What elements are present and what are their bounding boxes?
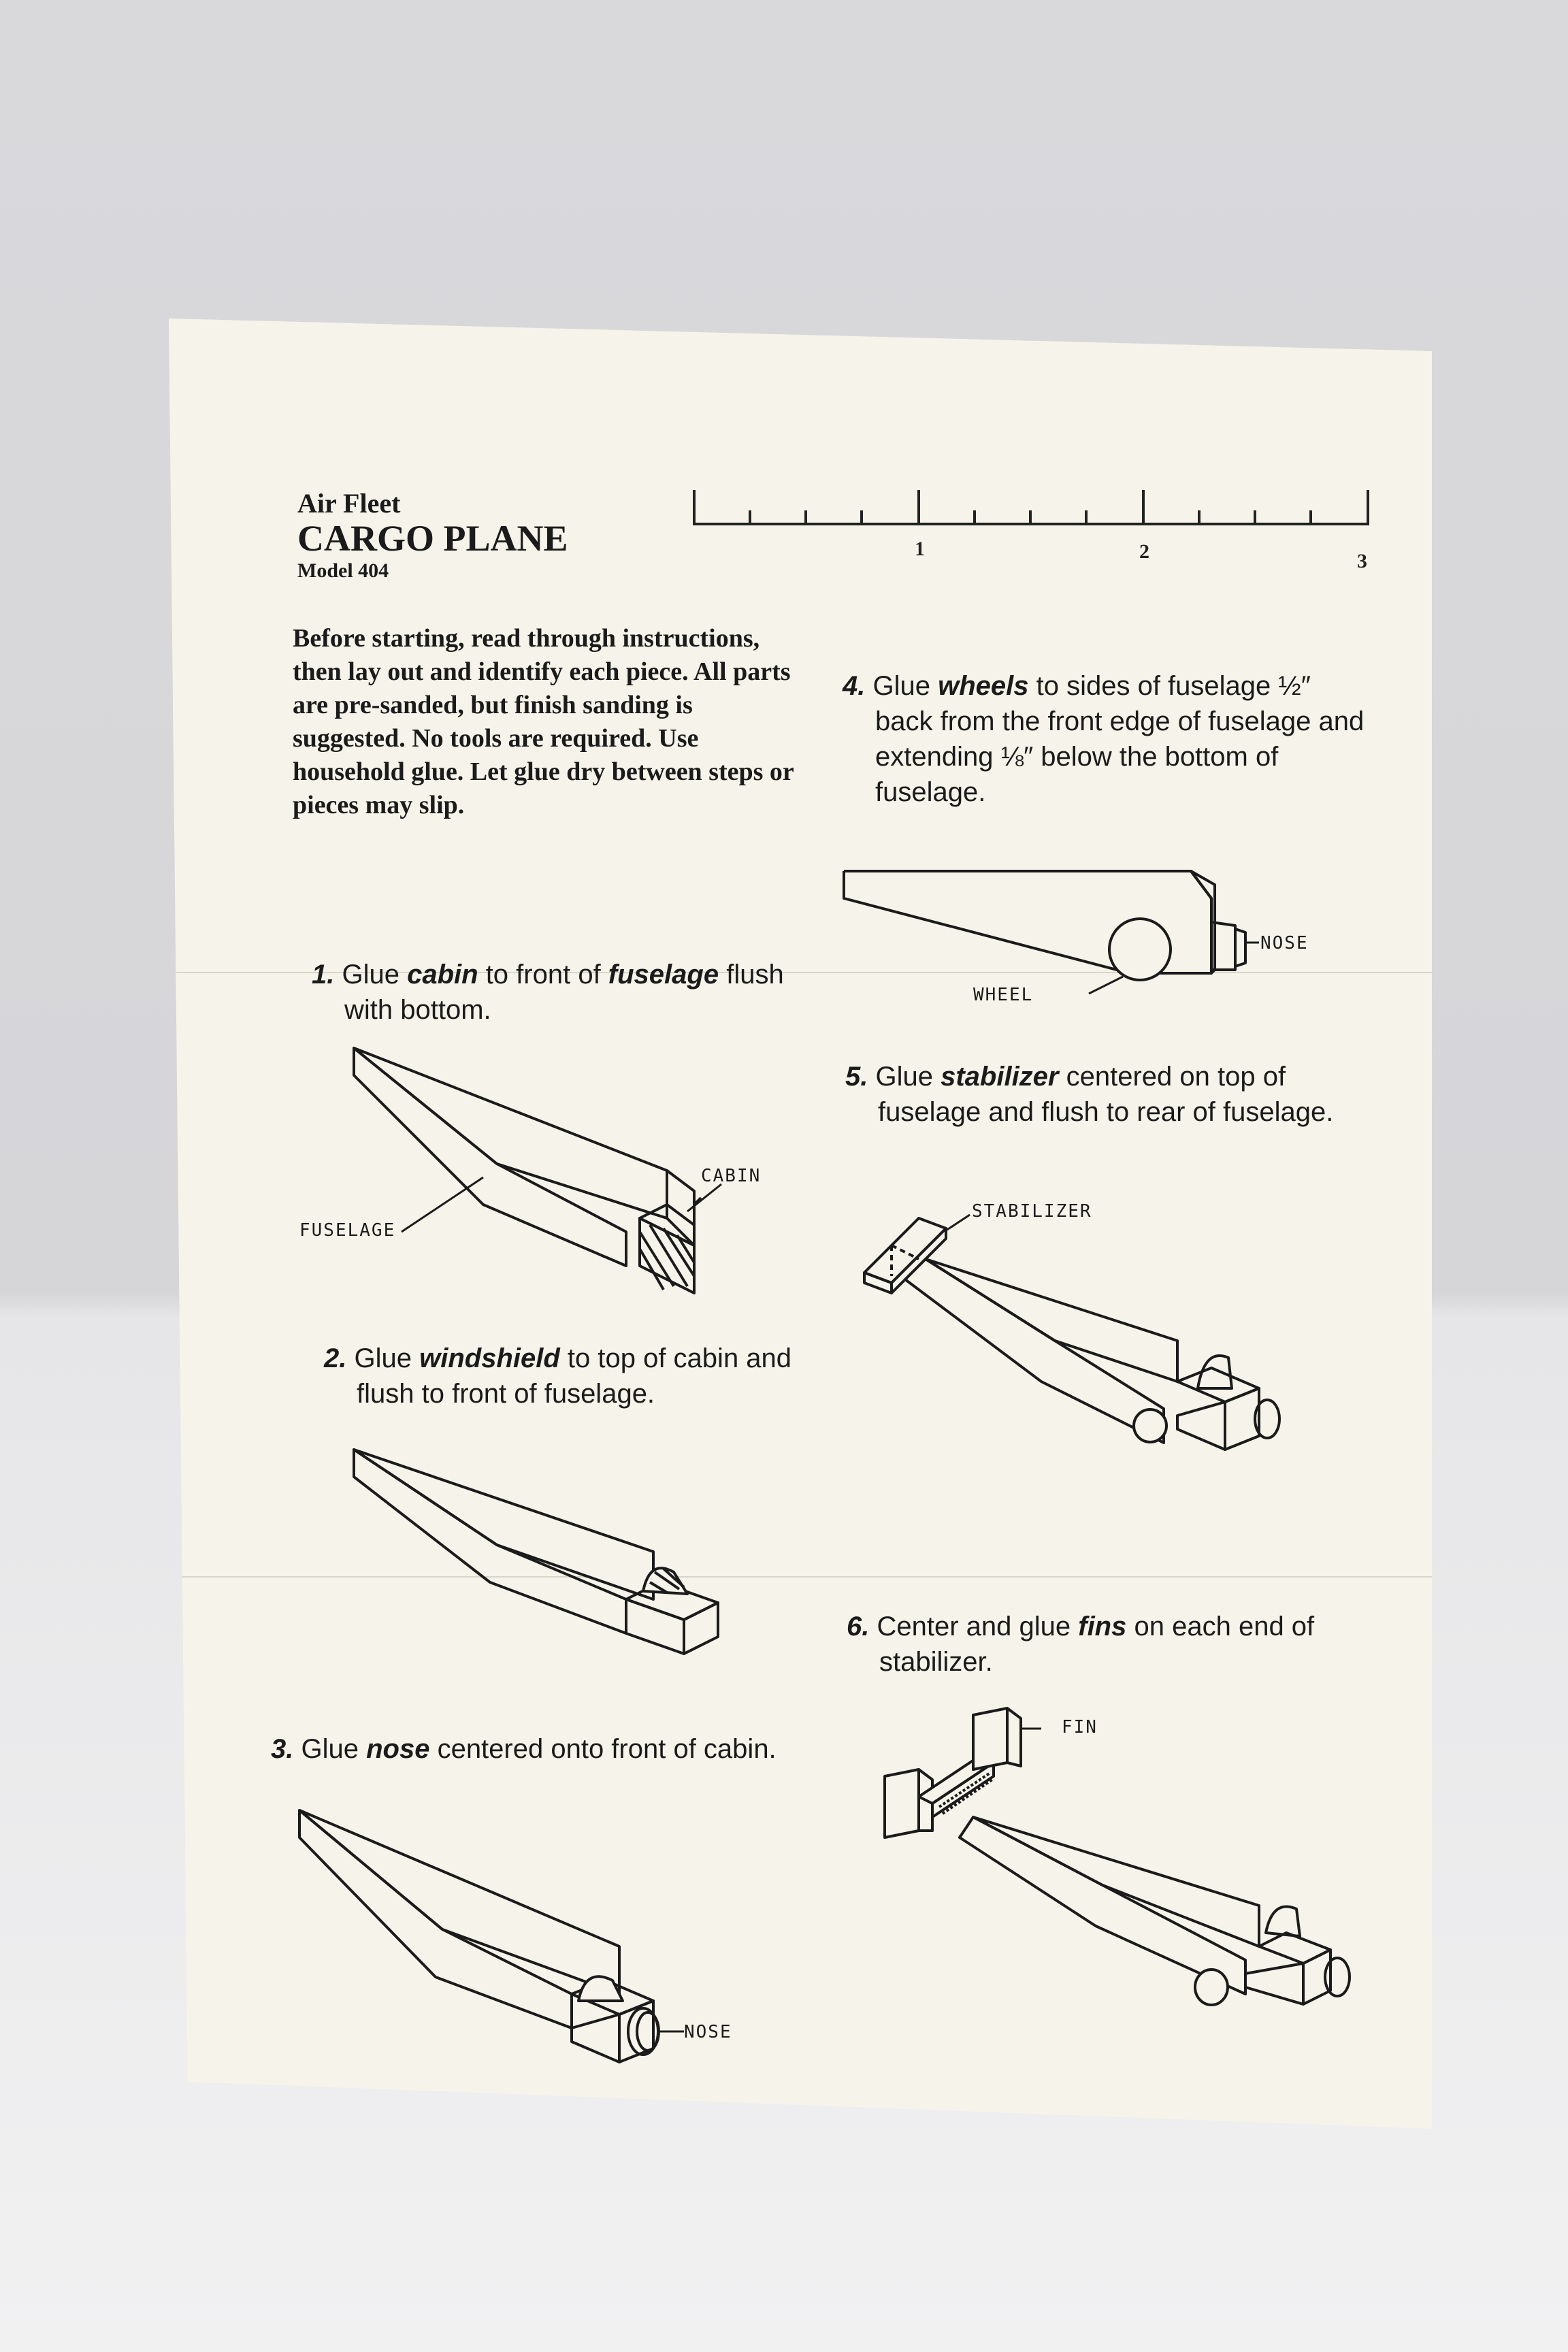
ruler-tick bbox=[1309, 510, 1312, 524]
model-number: Model 404 bbox=[297, 559, 389, 582]
ruler-tick bbox=[804, 510, 807, 524]
ruler-tick bbox=[1198, 510, 1200, 524]
step-1-bold-fuselage: fuselage bbox=[608, 960, 719, 990]
ruler-tick bbox=[693, 490, 696, 525]
fins-drawing bbox=[878, 1701, 1368, 2042]
label-wheel: WHEEL bbox=[973, 985, 1034, 1005]
step-1-bold-cabin: cabin bbox=[407, 960, 478, 990]
step-2-text-a: Glue bbox=[354, 1343, 420, 1373]
ruler-label-3: 3 bbox=[1357, 550, 1367, 572]
label-fin: FIN bbox=[1062, 1717, 1098, 1737]
step-5-text-b: centered on top of fuselage and flush to rear of fuselage. bbox=[878, 1062, 1334, 1127]
stabilizer-drawing bbox=[851, 1184, 1327, 1456]
step-6 bbox=[847, 1609, 1369, 1680]
label-fuselage: FUSELAGE bbox=[299, 1220, 396, 1241]
diagram-step-2 bbox=[340, 1436, 749, 1664]
step-4-number: 4. bbox=[843, 671, 866, 701]
ruler-tick bbox=[1367, 490, 1369, 525]
label-stabilizer: STABILIZER bbox=[972, 1201, 1092, 1222]
label-cabin: CABIN bbox=[701, 1166, 762, 1186]
step-1 bbox=[312, 957, 821, 1028]
step-6-text-a: Center and glue bbox=[877, 1612, 1079, 1642]
step-1-number: 1. bbox=[312, 960, 335, 990]
step-4-text-b: to sides of fuselage ½″ back from the front edge of fuselage and extending ⅛″ below the bottom of fuselage. bbox=[875, 671, 1365, 807]
fuselage-cabin-drawing bbox=[286, 1034, 803, 1307]
step-5 bbox=[845, 1059, 1368, 1130]
label-nose-step3: NOSE bbox=[684, 2022, 732, 2042]
step-5-bold-stabilizer: stabilizer bbox=[941, 1062, 1059, 1092]
ruler-tick bbox=[860, 510, 863, 524]
diagram-step-6 bbox=[878, 1701, 1368, 2045]
inch-ruler bbox=[693, 490, 1369, 572]
step-6-bold-fins: fins bbox=[1078, 1612, 1127, 1642]
label-nose-step4: NOSE bbox=[1260, 933, 1309, 953]
diagram-step-4 bbox=[837, 858, 1354, 1017]
step-3 bbox=[271, 1731, 821, 1767]
step-5-text-a: Glue bbox=[875, 1062, 941, 1092]
wheel-drawing bbox=[837, 858, 1354, 1014]
step-2-bold-windshield: windshield bbox=[419, 1343, 560, 1373]
diagram-step-3 bbox=[286, 1797, 762, 2059]
step-3-bold-nose: nose bbox=[366, 1734, 430, 1764]
ruler-tick bbox=[973, 510, 976, 524]
brand-name: Air Fleet bbox=[297, 488, 401, 519]
ruler-label-2: 2 bbox=[1139, 540, 1149, 563]
diagram-step-1 bbox=[286, 1034, 803, 1310]
ruler-tick bbox=[749, 510, 751, 524]
ruler-tick bbox=[1142, 490, 1145, 525]
diagram-step-5 bbox=[851, 1184, 1327, 1460]
step-6-number: 6. bbox=[847, 1612, 870, 1642]
ruler-tick bbox=[1029, 510, 1032, 524]
step-1-text-a: Glue bbox=[342, 960, 408, 990]
ruler-tick bbox=[917, 490, 920, 525]
step-4-bold-wheels: wheels bbox=[938, 671, 1029, 701]
step-4 bbox=[843, 668, 1365, 810]
step-2 bbox=[324, 1341, 833, 1411]
step-1-text-c: flush with bottom. bbox=[344, 960, 784, 1025]
step-3-number: 3. bbox=[271, 1734, 294, 1764]
step-3-text-a: Glue bbox=[301, 1734, 367, 1764]
ruler-label-1: 1 bbox=[915, 538, 925, 560]
step-3-text-b: centered onto front of cabin. bbox=[429, 1734, 777, 1764]
ruler-tick bbox=[1085, 510, 1088, 524]
windshield-drawing bbox=[340, 1436, 749, 1661]
step-1-text-b: to front of bbox=[478, 960, 608, 990]
ruler-tick bbox=[1254, 510, 1256, 524]
page-title: CARGO PLANE bbox=[297, 518, 568, 559]
step-6-text-b: on each end of stabilizer. bbox=[879, 1612, 1315, 1677]
step-2-number: 2. bbox=[324, 1343, 347, 1373]
step-2-text-b: to top of cabin and flush to front of fuselage. bbox=[357, 1343, 792, 1409]
nose-drawing bbox=[286, 1797, 762, 2055]
intro-paragraph: Before starting, read through instructions, then lay out and identify each piece. All parts are pre-sanded, but finish sanding is suggested. No tools are required. Use household glue. Let glue dry between steps or pieces may slip. bbox=[293, 624, 794, 819]
step-4-text-a: Glue bbox=[872, 671, 938, 701]
step-5-number: 5. bbox=[845, 1062, 868, 1092]
